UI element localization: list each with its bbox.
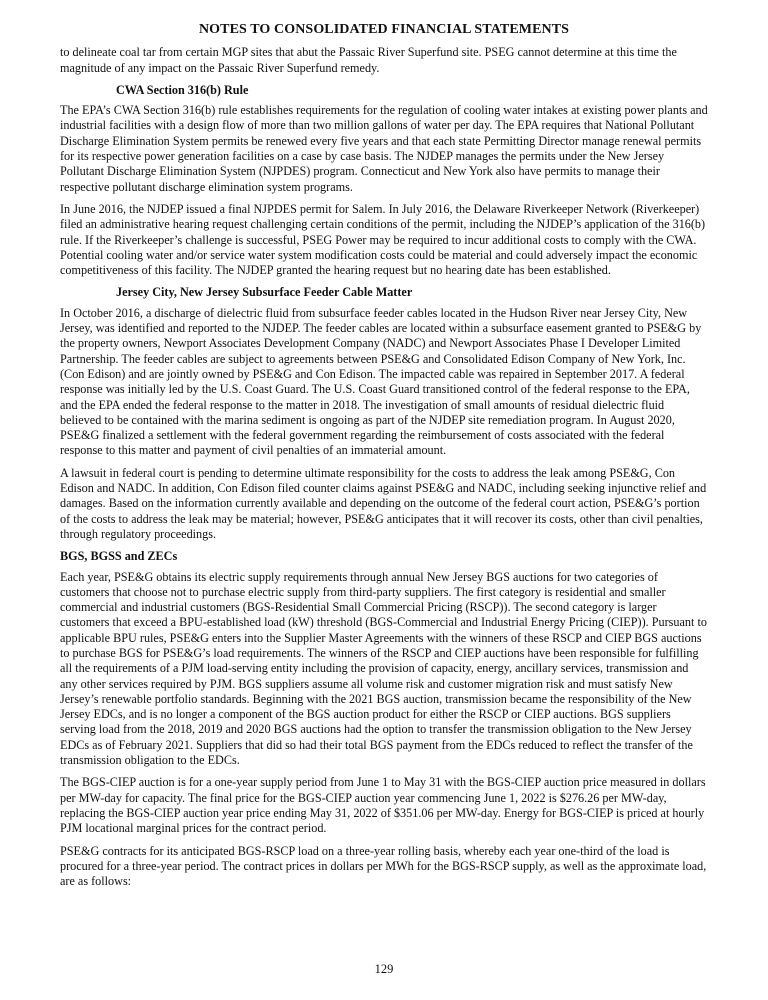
jersey-city-section-heading: Jersey City, New Jersey Subsurface Feeder Cable Matter bbox=[116, 285, 413, 300]
cwa-paragraph-2: In June 2016, the NJDEP issued a final NJPDES permit for Salem. In July 2016, the Delaware Riverkeeper Network (Riverkeeper) filed an administrative hearing request challenging certain conditions of the permit, including the NJDEP’s application of the 316(b) rule. If the Riverkeeper’s challenge is successful, PSEG Power may be required to incur additional costs to comply with the CWA. Potential cooling water and/or service water system modification costs could be material and could adversely impact the economic competitiveness of this facility. The NJDEP granted the hearing request but no hearing date has been established. bbox=[60, 201, 706, 278]
page-header: NOTES TO CONSOLIDATED FINANCIAL STATEMENTS bbox=[198, 22, 570, 37]
intro-paragraph: to delineate coal tar from certain MGP sites that abut the Passaic River Superfund site. PSEG cannot determine at this time the magnitude of any impact on the Passaic River Superfund remedy. bbox=[60, 45, 677, 75]
jersey-city-paragraph-1: In October 2016, a discharge of dielectric fluid from subsurface feeder cables located in the Hudson River near Jersey City, New Jersey, was identified and reported to the NJDEP. The feeder cables are located within a subsurface easement granted to PSE&G by the property owners, Newport Associates Development Company (NADC) and Newport Associates Phase I Developer Limited Partnership. The feeder cables are subject to agreements between PSE&G and Consolidated Edison Company of New York, Inc. (Con Edison) and are jointly owned by PSE&G and Con Edison. The impacted cable was repaired in September 2017. A federal response was initially led by the U.S. Coast Guard. The U.S. Coast Guard transitioned control of the federal response to the EPA, and the EPA ended the federal response to the matter in 2018. The investigation of small amounts of residual dielectric fluid believed to be contained with the marina sediment is ongoing as part of the NJDEP site remediation program. In August 2020, PSE&G finalized a settlement with the federal government regarding the reimbursement of costs associated with the federal response to this matter and payment of civil penalties of an immaterial amount. bbox=[60, 305, 702, 458]
bgs-section-heading: BGS, BGSS and ZECs bbox=[60, 549, 178, 564]
cwa-section-heading: CWA Section 316(b) Rule bbox=[116, 82, 249, 97]
cwa-paragraph-1: The EPA’s CWA Section 316(b) rule establishes requirements for the regulation of cooling water intakes at existing power plants and industrial facilities with a design flow of more than two million gallons of water per day. The EPA requires that National Pollutant Discharge Elimination System permits be renewed every five years and that each state Permitting Director manage renewal permits for its respective power generation facilities on a case by case basis. The NJDEP manages the permits under the New Jersey Pollutant Discharge Elimination System (NJPDES) program. Connecticut and New York also have permits to manage their respective pollutant discharge elimination system programs. bbox=[60, 103, 708, 194]
page-number: 129 bbox=[374, 962, 394, 976]
bgs-paragraph-2: The BGS-CIEP auction is for a one-year supply period from June 1 to May 31 with the BGS-CIEP auction price measured in dollars per MW-day for capacity. The final price for the BGS-CIEP auction year commencing June 1, 2022 is $276.26 per MW-day, replacing the BGS-CIEP auction year price ending May 31, 2022 of $351.06 per MW-day. Energy for BGS-CIEP is priced at hourly PJM locational marginal prices for the contract period. bbox=[60, 775, 706, 836]
bgs-paragraph-3: PSE&G contracts for its anticipated BGS-RSCP load on a three-year rolling basis, whereby each year one-third of the load is procured for a three-year period. The contract prices in dollars per MWh for the BGS-RSCP supply, as well as the approximate load, are as follows: bbox=[60, 843, 707, 889]
jersey-city-paragraph-2: A lawsuit in federal court is pending to determine ultimate responsibility for the costs to address the leak among PSE&G, Con Edison and NADC. In addition, Con Edison filed counter claims against PSE&G and NADC, including seeking injunctive relief and damages. Based on the information currently available and depending on the outcome of the federal court action, PSE&G’s portion of the costs to address the leak may be material; however, PSE&G anticipates that it will recover its costs, other than civil penalties, through regulatory proceedings. bbox=[60, 465, 707, 541]
bgs-paragraph-1: Each year, PSE&G obtains its electric supply requirements through annual New Jersey BGS auctions for two categories of customers that choose not to purchase electric supply from third-party suppliers. The first category is residential and smaller commercial and industrial customers (BGS-Residential Small Commercial Pricing (RSCP)). The second category is larger customers that exceed a BPU-established load (kW) threshold (BGS-Commercial and Industrial Energy Pricing (CIEP)). Pursuant to applicable BPU rules, PSE&G enters into the Supplier Master Agreements with the winners of these RSCP and CIEP BGS auctions to purchase BGS for PSE&G’s load requirements. The winners of the RSCP and CIEP auctions have been responsible for fulfilling all the requirements of a PJM load-serving entity including the provision of capacity, energy, ancillary services, transmission and any other services required by PJM. BGS suppliers assume all volume risk and customer migration risk and must satisfy New Jersey’s renewable portfolio standards. Beginning with the 2021 BGS auction, transmission became the responsibility of the New Jersey EDCs, and is no longer a component of the BGS auction product for either the RSCP or CIEP auctions. BGS suppliers serving load from the 2018, 2019 and 2020 BGS auctions had the option to transfer the transmission obligation to the New Jersey EDCs as of February 2021. Suppliers that did so had their total BGS payment from the EDCs reduced to reflect the transfer of the transmission obligation to the EDCs. bbox=[60, 569, 707, 768]
